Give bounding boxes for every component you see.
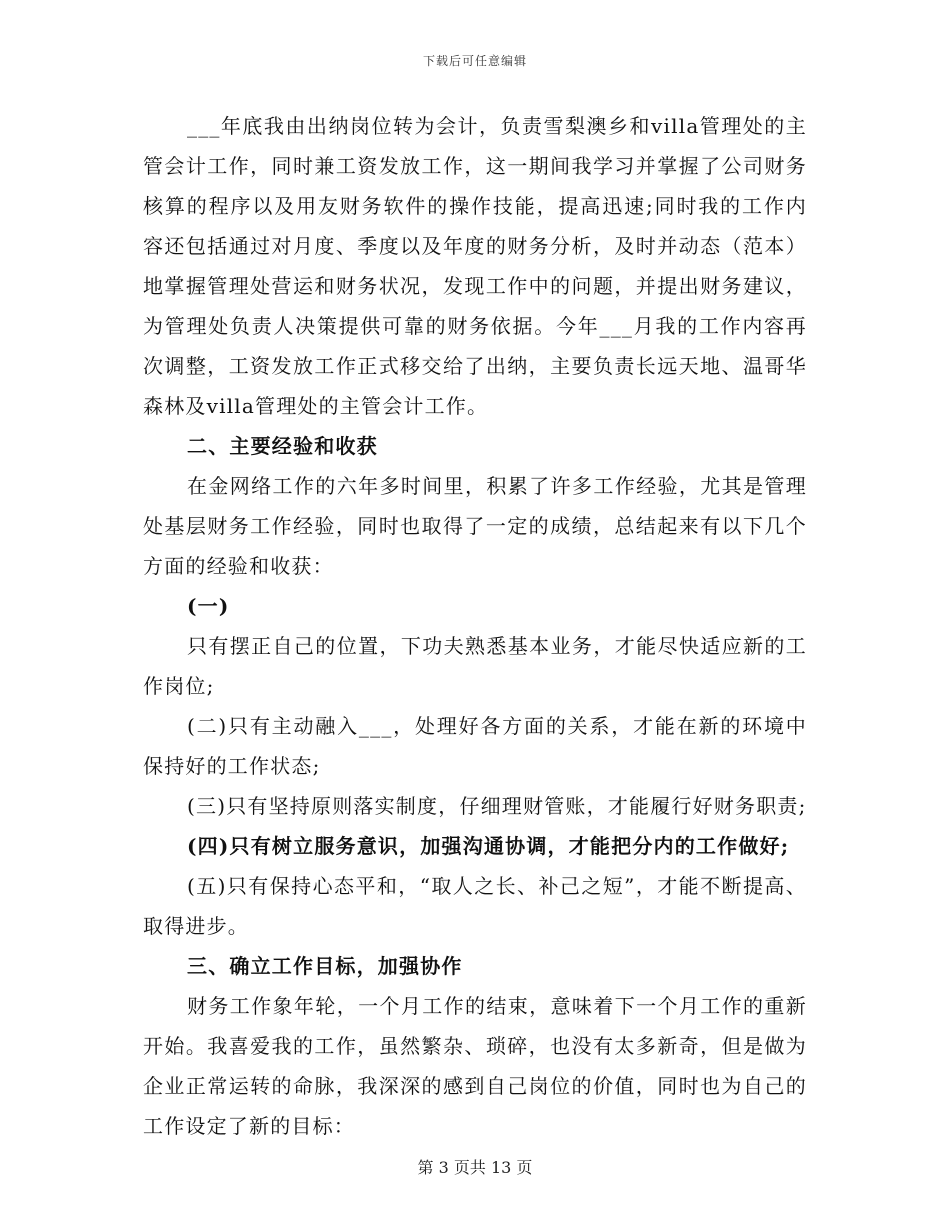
- section-heading-experience: 二、主要经验和收获: [187, 434, 378, 458]
- list-item-1-marker: (一): [187, 594, 230, 618]
- list-item-4: (四)只有树立服务意识，加强沟通协调，才能把分内的工作做好;: [187, 834, 790, 858]
- page-number: 第 3 页共 13 页: [417, 1158, 533, 1177]
- paragraph-experience-intro: 在金网络工作的六年多时间里，积累了许多工作经验，尤其是管理处基层财务工作经验，同时也取得了一定的成绩，总结起来有以下几个方面的经验和收获：: [143, 474, 807, 578]
- list-item-2: (二)只有主动融入___，处理好各方面的关系，才能在新的环境中保持好的工作状态;: [143, 714, 807, 778]
- list-item-5: (五)只有保持心态平和，“取人之长、补己之短”，才能不断提高、取得进步。: [143, 874, 807, 938]
- paragraph-goals: 财务工作象年轮，一个月工作的结束，意味着下一个月工作的重新开始。我喜爱我的工作，虽然繁杂、琐碎，也没有太多新奇，但是做为企业正常运转的命脉，我深深的感到自己岗位的价值，同时也为自己的工作设定了新的目标：: [143, 994, 807, 1138]
- paragraph-role-intro: ___年底我由出纳岗位转为会计，负责雪梨澳乡和villa管理处的主管会计工作，同时兼工资发放工作，这一期间我学习并掌握了公司财务核算的程序以及用友财务软件的操作技能，提高迅速;同时我的工作内容还包括通过对月度、季度以及年度的财务分析，及时并动态（范本）地掌握管理处营运和财务状况，发现工作中的问题，并提出财务建议，为管理处负责人决策提供可靠的财务依据。今年___月我的工作内容再次调整，工资发放工作正式移交给了出纳，主要负责长远天地、温哥华森林及villa管理处的主管会计工作。: [143, 114, 807, 418]
- list-item-3: (三)只有坚持原则落实制度，仔细理财管账，才能履行好财务职责;: [187, 794, 807, 818]
- page-header: 下载后可任意编辑: [422, 54, 527, 68]
- section-heading-goals: 三、确立工作目标，加强协作: [187, 954, 463, 978]
- document-body: [143, 106, 807, 1146]
- list-item-1-text: 只有摆正自己的位置，下功夫熟悉基本业务，才能尽快适应新的工作岗位;: [143, 634, 807, 698]
